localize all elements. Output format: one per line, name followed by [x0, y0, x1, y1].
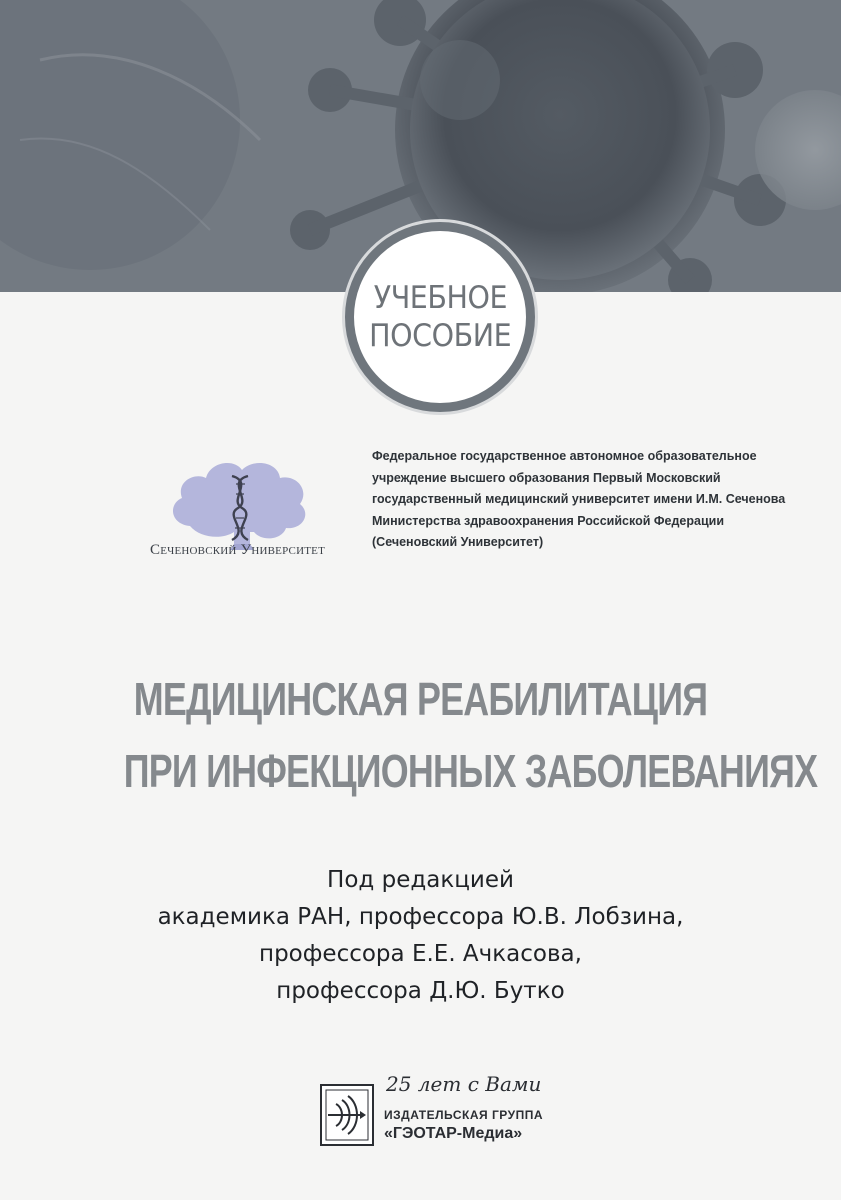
institution-line: Федеральное государственное автономное образовательное	[372, 449, 757, 463]
publisher-anniversary: 25 лет с Вами	[386, 1072, 542, 1096]
book-title	[40, 663, 818, 807]
university-name: Сеченовский Университет	[150, 542, 325, 558]
badge-line-2: ПОСОБИЕ	[369, 318, 511, 354]
publisher-group: ИЗДАТЕЛЬСКАЯ ГРУППА	[384, 1108, 543, 1122]
institution-line: учреждение высшего образования Первый Московский	[372, 470, 721, 485]
editors-block	[40, 862, 801, 1010]
editors-line: академика РАН, профессора Ю.В. Лобзина,	[157, 904, 684, 930]
geotar-media-logo-icon	[320, 1084, 374, 1146]
institution-line: (Сеченовский Университет)	[372, 535, 544, 550]
editors-line: профессора Е.Е. Ачкасова,	[259, 941, 582, 967]
institution-line: государственный медицинский университет имени И.М. Сеченова	[372, 492, 786, 507]
editors-line: Под редакцией	[327, 867, 514, 893]
institution-info	[372, 446, 812, 554]
textbook-badge	[345, 222, 535, 412]
publisher-name: «ГЭОТАР-Медиа»	[384, 1125, 523, 1142]
editors-line: профессора Д.Ю. Бутко	[276, 978, 565, 1004]
badge-line-1: УЧЕБНОЕ	[373, 280, 507, 316]
title-line-2: ПРИ ИНФЕКЦИОННЫХ ЗАБОЛЕВАНИЯХ	[123, 745, 818, 797]
title-line-1: МЕДИЦИНСКАЯ РЕАБИЛИТАЦИЯ	[133, 673, 708, 725]
publisher-block	[316, 1072, 576, 1152]
institution-line: Министерства здравоохранения Российской Федерации	[372, 513, 725, 528]
